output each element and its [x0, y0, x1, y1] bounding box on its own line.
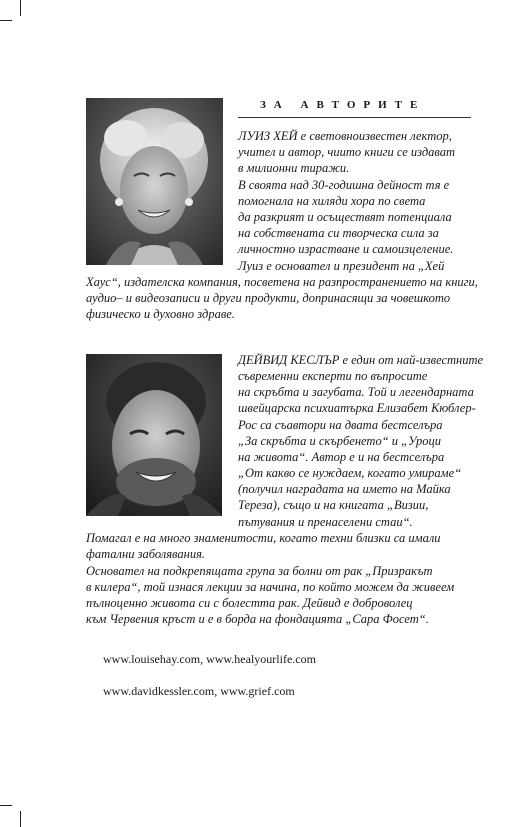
bio-line: съвременни експерти по въпросите — [238, 369, 428, 383]
bio-line: аудио– и видеозаписи и други продукти, допринасящи за човешкото — [86, 291, 451, 305]
bio-line: да разкрият и осъществят потенциала — [238, 210, 452, 224]
bio-line: ДЕЙВИД КЕСЛЪР е един от най-известните — [238, 353, 484, 367]
bio-line: „От какво се нуждаем, когато умираме“ — [238, 466, 462, 480]
author-photo-louise-hay — [86, 98, 223, 265]
bio-line: личностно израстване и самоизцеление. — [238, 242, 454, 256]
bio-line: Хаус“, издателска компания, посветена на разпространението на книги, — [86, 275, 478, 289]
portrait-image — [86, 98, 223, 265]
bio-line: (получил наградата на името на Майка — [238, 482, 451, 496]
crop-mark-top-vertical — [20, 0, 21, 16]
bio-line: „За скръбта и скърбенето“ и „Уроци — [238, 434, 442, 448]
link-louisehay[interactable]: www.louisehay.com, www.healyourlife.com — [103, 652, 316, 666]
bio-line: пътувания и пренаселени стаи“. — [238, 515, 413, 529]
bio-line: Тереза), също и на книгата „Визии, — [238, 498, 429, 512]
bio-line: швейцарска психиатърка Елизабет Кюблер- — [238, 401, 476, 415]
bio-line: учител и автор, чиито книги се издават — [238, 145, 456, 159]
crop-mark-bottom-vertical — [20, 811, 21, 827]
bio-line: помогнала на хиляди хора по света — [238, 194, 426, 208]
bio-line: ЛУИЗ ХЕЙ е световноизвестен лектор, — [238, 129, 452, 143]
author-photo-david-kessler — [86, 354, 222, 516]
bio-line: пълноценно живота си с болестта рак. Дейвид е доброволец — [86, 596, 413, 610]
crop-mark-bottom-horizontal — [0, 805, 12, 806]
bio-line: към Червения кръст и е в борда на фондацията „Сара Фосет“. — [86, 612, 429, 626]
bio-line: на живота“. Автор е и на бестселъра — [238, 450, 445, 464]
bio-line: Луиз е основател и президент на „Хей — [238, 259, 445, 273]
bio-line: физическо и духовно здраве. — [86, 307, 235, 321]
bio-line: Основател на подкрепящата група за болни от рак „Призракът — [86, 564, 433, 578]
bio-line: Помагал е на много знаменитости, когато техни близки са имали — [86, 531, 441, 545]
bio-line: фатални заболявания. — [86, 547, 206, 561]
bio-line: в килера“, той изнася лекции за начина, по който можем да живеем — [86, 580, 455, 594]
portrait-image — [86, 354, 222, 516]
bio-line: в милионни тиражи. — [238, 161, 350, 175]
bio-line: на собствената си творческа сила за — [238, 226, 439, 240]
bio-line: Рос са съавтори на двата бестселъра — [238, 418, 443, 432]
link-davidkessler[interactable]: www.davidkessler.com, www.grief.com — [103, 684, 295, 698]
title-rule — [238, 117, 471, 118]
section-title: ЗА АВТОРИТЕ — [260, 99, 426, 111]
bio-line: на скръбта и загубата. Той и легендарната — [238, 385, 474, 399]
crop-mark-top-horizontal — [0, 20, 12, 21]
bio-line: В своята над 30-годишна дейност тя е — [238, 178, 450, 192]
